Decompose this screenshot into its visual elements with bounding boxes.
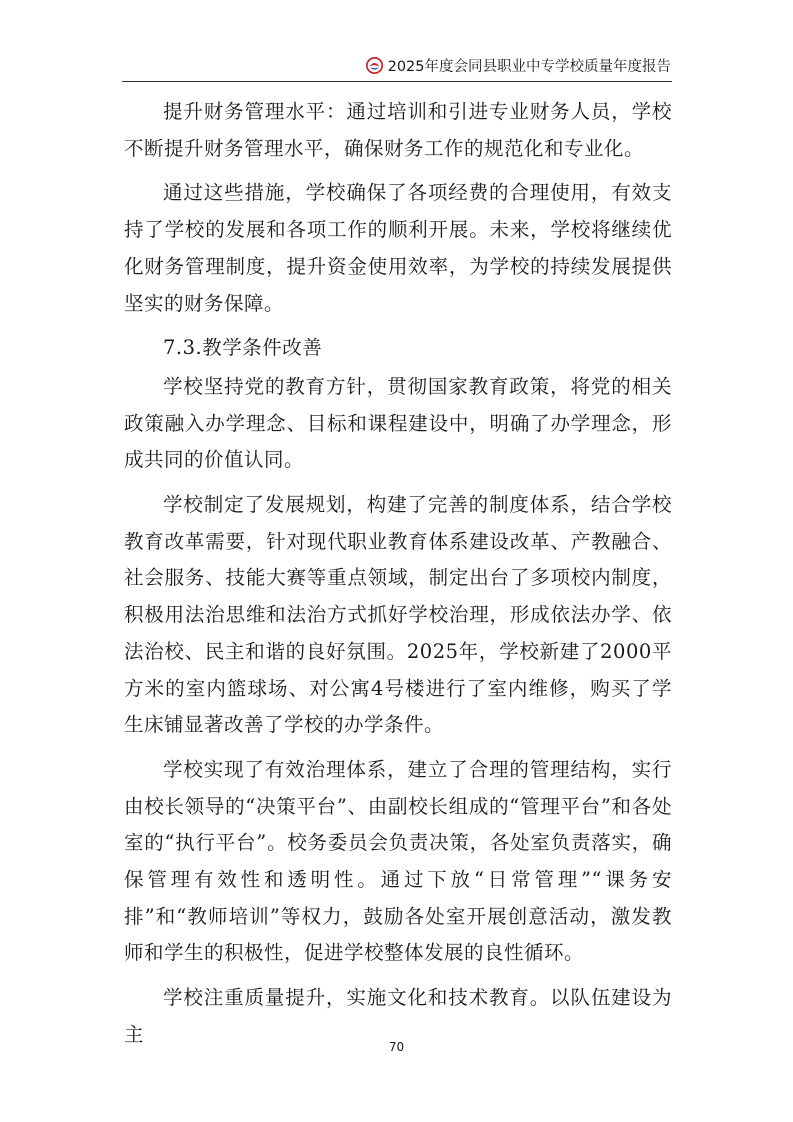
paragraph-quality: 学校注重质量提升，实施文化和技术教育。以队伍建设为主 <box>124 986 672 1046</box>
paragraph-measures-summary: 通过这些措施，学校确保了各项经费的合理使用，有效支持了学校的发展和各项工作的顺利开展。未来，学校将继续优化财务管理制度，提升资金使用效率，为学校的持续发展提供坚实的财务保障。 <box>124 181 672 315</box>
header-divider <box>122 81 672 82</box>
paragraph-governance: 学校实现了有效治理体系，建立了合理的管理结构，实行由校长领导的“决策平台”、由副校长组成的“管理平台”和各处室的“执行平台”。校务委员会负责决策，各处室负责落实，确保管理有效性和透明性。通过下放“日常管理”“课务安排”和“教师培训”等权力，鼓励各处室开展创意活动，激发教师和学生的积极性，促进学校整体发展的良性循环。 <box>124 757 672 965</box>
paragraph-development-plan: 学校制定了发展规划，构建了完善的制度体系，结合学校教育改革需要，针对现代职业教育体系建设改革、产教融合、社会服务、技能大赛等重点领域，制定出台了多项校内制度，积极用法治思维和法治方式抓好学校治理，形成依法办学、依法治校、民主和谐的良好氛围。2025年，学校新建了2000平方米的室内篮球场、对公寓4号楼进行了室内维修，购买了学生床铺显著改善了学校的办学条件。 <box>124 493 672 737</box>
document-body <box>124 94 672 1054</box>
section-heading: 7.3.教学条件改善 <box>163 336 323 360</box>
school-emblem-icon <box>366 57 383 74</box>
page-header <box>124 50 671 80</box>
paragraph-party-policy: 学校坚持党的教育方针，贯彻国家教育政策，将党的相关政策融入办学理念、目标和课程建设中，明确了办学理念，形成共同的价值认同。 <box>124 374 672 472</box>
paragraph-finance-skill: 提升财务管理水平：通过培训和引进专业财务人员，学校不断提升财务管理水平，确保财务工作的规范化和专业化。 <box>124 100 672 160</box>
page-number: 70 <box>388 1040 405 1054</box>
report-title: 2025年度会同县职业中专学校质量年度报告 <box>387 58 671 75</box>
